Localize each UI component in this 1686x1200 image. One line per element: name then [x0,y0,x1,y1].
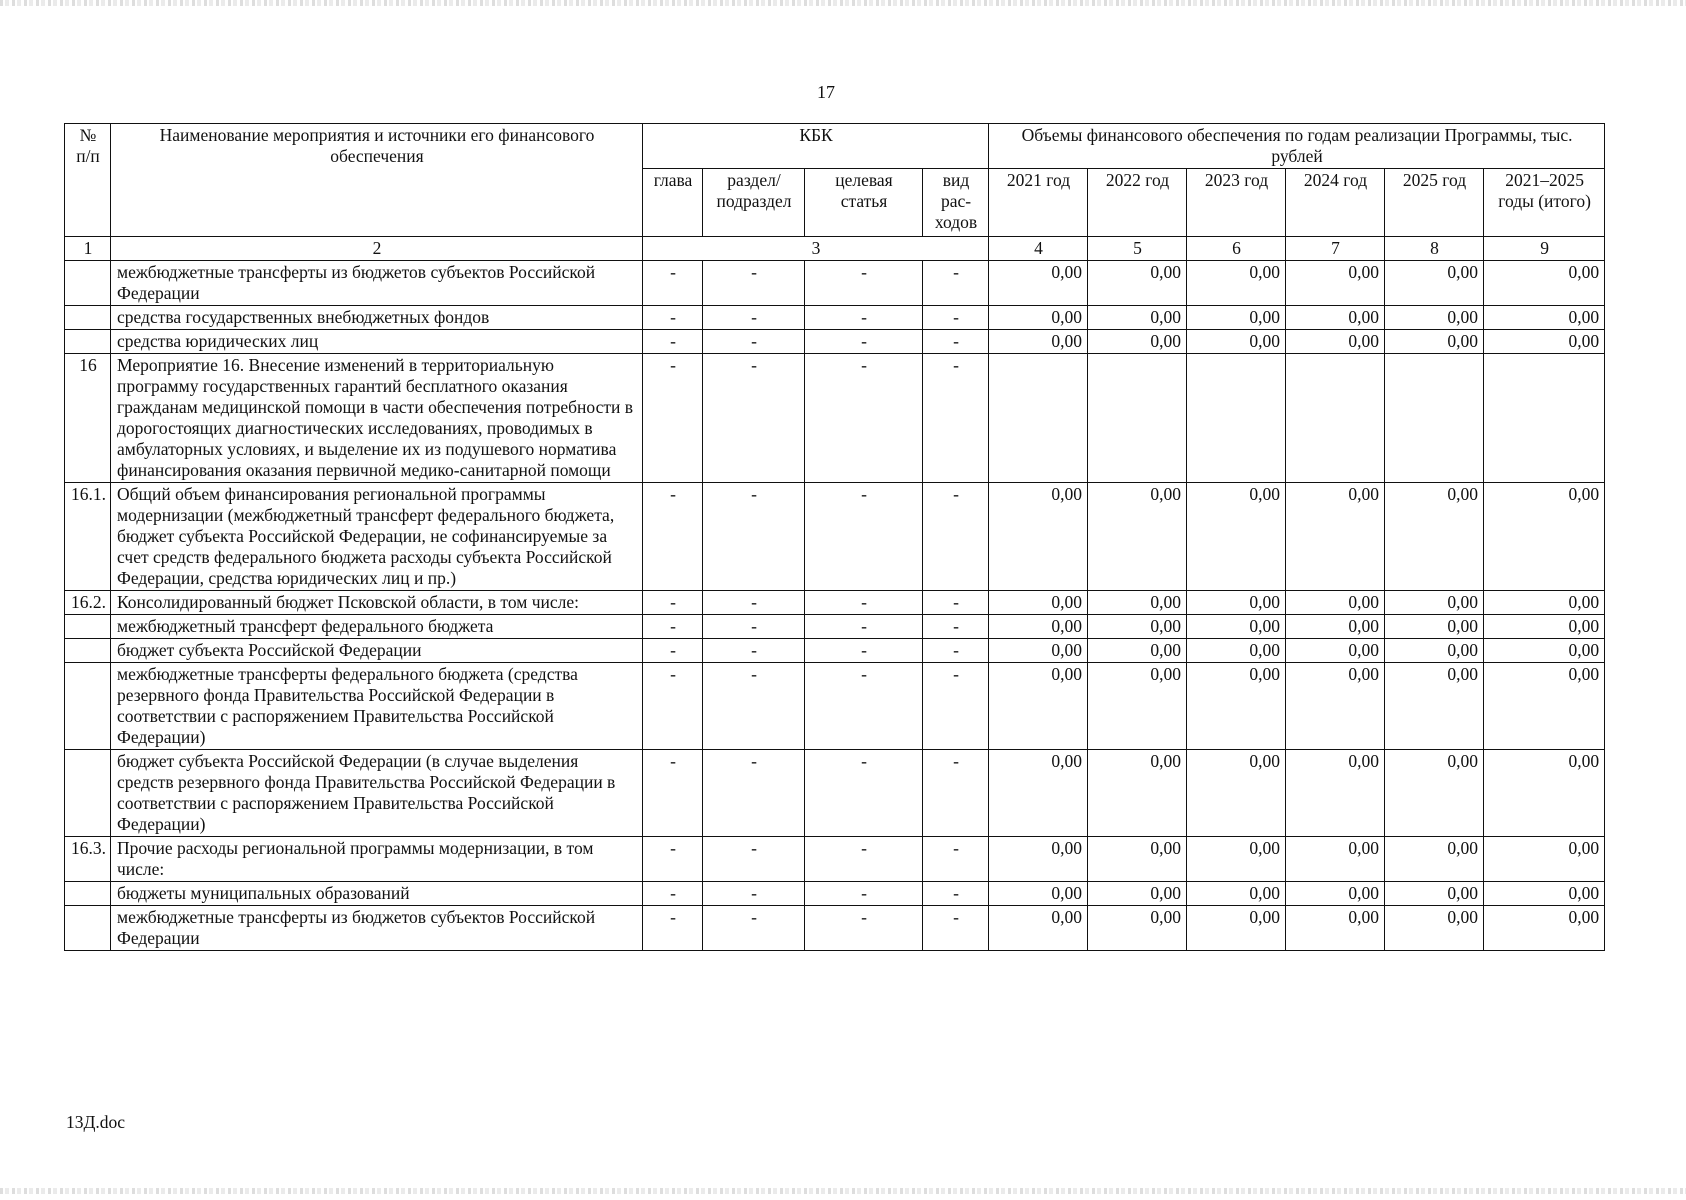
value-2024: 0,00 [1286,639,1385,663]
header-volumes: Объемы финансового обеспечения по годам реализации Программы, тыс. рублей [989,124,1605,169]
row-name: бюджеты муниципальных образований [111,882,643,906]
kbk-tselevaya: - [805,837,923,882]
value-total: 0,00 [1484,906,1605,951]
value-2025: 0,00 [1385,906,1484,951]
header-num: № п/п [65,124,111,237]
value-2021: 0,00 [989,639,1088,663]
kbk-glava: - [643,261,703,306]
value-2022: 0,00 [1088,306,1187,330]
financing-table [64,123,1605,951]
row-number [65,906,111,951]
kbk-razdel: - [703,750,805,837]
kbk-tselevaya: - [805,591,923,615]
value-2025: 0,00 [1385,837,1484,882]
table-body [65,261,1605,951]
value-2024: 0,00 [1286,906,1385,951]
value-2021: 0,00 [989,306,1088,330]
value-2022: 0,00 [1088,591,1187,615]
value-2025: 0,00 [1385,882,1484,906]
value-total: 0,00 [1484,330,1605,354]
value-2025: 0,00 [1385,591,1484,615]
table-row [65,591,1605,615]
header-2023: 2023 год [1187,169,1286,237]
value-2021: 0,00 [989,750,1088,837]
value-2024: 0,00 [1286,750,1385,837]
kbk-tselevaya: - [805,882,923,906]
value-2021: 0,00 [989,882,1088,906]
column-index-row [65,237,1605,261]
header-razdel: раздел/ подраздел [703,169,805,237]
value-total: 0,00 [1484,615,1605,639]
value-2022: 0,00 [1088,663,1187,750]
header-2024: 2024 год [1286,169,1385,237]
row-number [65,330,111,354]
value-2023: 0,00 [1187,750,1286,837]
kbk-razdel: - [703,882,805,906]
value-2022: 0,00 [1088,750,1187,837]
kbk-vid: - [923,750,989,837]
col-index: 8 [1385,237,1484,261]
table-row [65,306,1605,330]
kbk-razdel: - [703,906,805,951]
value-2023: 0,00 [1187,837,1286,882]
col-index: 1 [65,237,111,261]
kbk-vid: - [923,591,989,615]
row-number [65,615,111,639]
kbk-glava: - [643,615,703,639]
scan-edge-top [0,0,1686,6]
kbk-tselevaya: - [805,639,923,663]
col-index: 2 [111,237,643,261]
col-index: 9 [1484,237,1605,261]
value-2023: 0,00 [1187,663,1286,750]
value-2025: 0,00 [1385,330,1484,354]
value-2022: 0,00 [1088,837,1187,882]
value-2025: 0,00 [1385,663,1484,750]
header-2021: 2021 год [989,169,1088,237]
row-name: бюджет субъекта Российской Федерации [111,639,643,663]
scan-edge-bottom [0,1188,1686,1194]
header-name: Наименование мероприятия и источники его финансового обеспечения [111,124,643,237]
value-2021 [989,354,1088,483]
kbk-vid: - [923,354,989,483]
value-2021: 0,00 [989,261,1088,306]
col-index: 7 [1286,237,1385,261]
value-2022: 0,00 [1088,906,1187,951]
value-2022: 0,00 [1088,330,1187,354]
row-name: межбюджетные трансферты федерального бюджета (средства резервного фонда Правительства Российской Федерации в соответствии с распоряжением Правительства Российской Федерации) [111,663,643,750]
value-2023: 0,00 [1187,882,1286,906]
table-row [65,663,1605,750]
kbk-razdel: - [703,663,805,750]
value-total: 0,00 [1484,261,1605,306]
value-2023: 0,00 [1187,639,1286,663]
row-name: Общий объем финансирования региональной программы модернизации (межбюджетный трансферт федерального бюджета, бюджет субъекта Российской Федерации, не софинансируемые за счет средств федерального бюджета расходы субъекта Российской Федерации, средства юридических лиц и пр.) [111,483,643,591]
kbk-razdel: - [703,330,805,354]
value-2023: 0,00 [1187,330,1286,354]
value-2024: 0,00 [1286,306,1385,330]
value-2021: 0,00 [989,663,1088,750]
value-2021: 0,00 [989,591,1088,615]
row-name: средства юридических лиц [111,330,643,354]
table-row [65,330,1605,354]
value-2024: 0,00 [1286,330,1385,354]
kbk-vid: - [923,615,989,639]
value-2023: 0,00 [1187,483,1286,591]
header-glava: глава [643,169,703,237]
value-2024: 0,00 [1286,261,1385,306]
kbk-razdel: - [703,261,805,306]
value-2024: 0,00 [1286,882,1385,906]
value-total: 0,00 [1484,306,1605,330]
row-number [65,663,111,750]
kbk-tselevaya: - [805,750,923,837]
value-2023: 0,00 [1187,591,1286,615]
row-number: 16.1. [65,483,111,591]
value-total: 0,00 [1484,591,1605,615]
kbk-vid: - [923,306,989,330]
value-2025: 0,00 [1385,750,1484,837]
kbk-tselevaya: - [805,330,923,354]
row-name: межбюджетный трансферт федерального бюджета [111,615,643,639]
kbk-glava: - [643,663,703,750]
row-number [65,261,111,306]
col-index: 4 [989,237,1088,261]
row-number: 16.3. [65,837,111,882]
value-2023 [1187,354,1286,483]
kbk-vid: - [923,483,989,591]
kbk-glava: - [643,483,703,591]
value-total: 0,00 [1484,663,1605,750]
table-row [65,906,1605,951]
document-filename: 13Д.doc [66,1112,126,1132]
value-2024: 0,00 [1286,837,1385,882]
col-index: 5 [1088,237,1187,261]
kbk-tselevaya: - [805,615,923,639]
value-2021: 0,00 [989,483,1088,591]
value-2025 [1385,354,1484,483]
kbk-tselevaya: - [805,306,923,330]
value-2022 [1088,354,1187,483]
header-kbk: КБК [643,124,989,169]
page-number: 17 [817,82,835,102]
value-total [1484,354,1605,483]
value-2023: 0,00 [1187,261,1286,306]
table-row [65,261,1605,306]
value-2023: 0,00 [1187,306,1286,330]
kbk-razdel: - [703,639,805,663]
header-2022: 2022 год [1088,169,1187,237]
row-name: межбюджетные трансферты из бюджетов субъектов Российской Федерации [111,261,643,306]
value-2021: 0,00 [989,330,1088,354]
value-2022: 0,00 [1088,261,1187,306]
row-name: средства государственных внебюджетных фондов [111,306,643,330]
row-number [65,639,111,663]
kbk-razdel: - [703,591,805,615]
header-total: 2021–2025 годы (итого) [1484,169,1605,237]
row-number [65,750,111,837]
kbk-tselevaya: - [805,906,923,951]
kbk-vid: - [923,261,989,306]
table-row [65,483,1605,591]
value-2022: 0,00 [1088,483,1187,591]
row-number: 16.2. [65,591,111,615]
value-total: 0,00 [1484,837,1605,882]
row-number [65,882,111,906]
value-2024: 0,00 [1286,591,1385,615]
row-name: межбюджетные трансферты из бюджетов субъектов Российской Федерации [111,906,643,951]
value-2022: 0,00 [1088,882,1187,906]
kbk-glava: - [643,306,703,330]
row-name: Прочие расходы региональной программы модернизации, в том числе: [111,837,643,882]
table-row [65,615,1605,639]
table-header [65,124,1605,261]
kbk-glava: - [643,591,703,615]
value-2025: 0,00 [1385,639,1484,663]
value-total: 0,00 [1484,483,1605,591]
value-2025: 0,00 [1385,615,1484,639]
value-2021: 0,00 [989,615,1088,639]
row-number [65,306,111,330]
value-total: 0,00 [1484,750,1605,837]
table-row [65,750,1605,837]
value-2025: 0,00 [1385,483,1484,591]
row-name: Консолидированный бюджет Псковской области, в том числе: [111,591,643,615]
kbk-glava: - [643,837,703,882]
kbk-vid: - [923,330,989,354]
value-2025: 0,00 [1385,261,1484,306]
value-total: 0,00 [1484,882,1605,906]
value-2025: 0,00 [1385,306,1484,330]
value-total: 0,00 [1484,639,1605,663]
kbk-vid: - [923,837,989,882]
kbk-glava: - [643,906,703,951]
value-2022: 0,00 [1088,615,1187,639]
kbk-glava: - [643,639,703,663]
header-vid: вид рас- ходов [923,169,989,237]
kbk-glava: - [643,750,703,837]
row-name: Мероприятие 16. Внесение изменений в территориальную программу государственных гарантий бесплатного оказания гражданам медицинской помощи в части обеспечения потребности в дорогостоящих диагностических исследованиях, проводимых в амбулаторных условиях, и выделение их из подушевого норматива финансирования оказания первичной медико-санитарной помощи [111,354,643,483]
value-2024 [1286,354,1385,483]
kbk-tselevaya: - [805,483,923,591]
value-2023: 0,00 [1187,906,1286,951]
header-2025: 2025 год [1385,169,1484,237]
kbk-vid: - [923,882,989,906]
kbk-tselevaya: - [805,354,923,483]
value-2021: 0,00 [989,837,1088,882]
header-tselevaya: целевая статья [805,169,923,237]
value-2023: 0,00 [1187,615,1286,639]
row-number: 16 [65,354,111,483]
kbk-glava: - [643,882,703,906]
value-2024: 0,00 [1286,663,1385,750]
kbk-tselevaya: - [805,663,923,750]
kbk-tselevaya: - [805,261,923,306]
value-2021: 0,00 [989,906,1088,951]
kbk-glava: - [643,354,703,483]
value-2022: 0,00 [1088,639,1187,663]
kbk-razdel: - [703,483,805,591]
table-row [65,837,1605,882]
kbk-razdel: - [703,354,805,483]
kbk-razdel: - [703,837,805,882]
col-index: 3 [643,237,989,261]
kbk-razdel: - [703,615,805,639]
table-row [65,639,1605,663]
value-2024: 0,00 [1286,483,1385,591]
kbk-vid: - [923,639,989,663]
row-name: бюджет субъекта Российской Федерации (в случае выделения средств резервного фонда Правительства Российской Федерации в соответствии с распоряжением Правительства Российской Федерации) [111,750,643,837]
table-row [65,882,1605,906]
table-row [65,354,1605,483]
kbk-vid: - [923,663,989,750]
kbk-glava: - [643,330,703,354]
kbk-razdel: - [703,306,805,330]
col-index: 6 [1187,237,1286,261]
kbk-vid: - [923,906,989,951]
value-2024: 0,00 [1286,615,1385,639]
